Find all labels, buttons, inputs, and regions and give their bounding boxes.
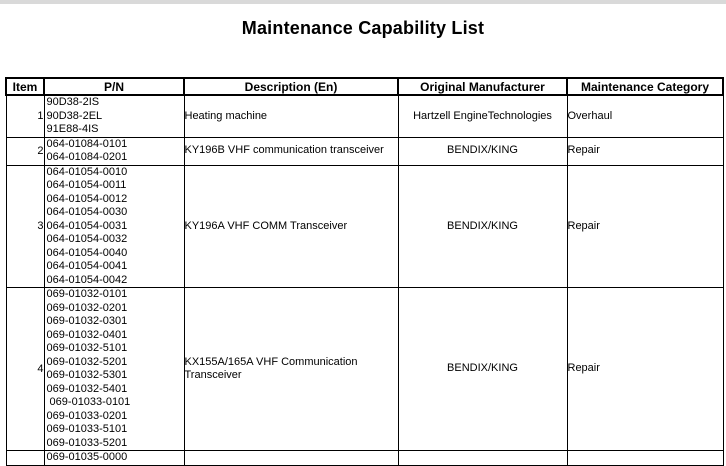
pn-line: 069-01035-0000: [46, 451, 128, 463]
category-cell: [567, 451, 723, 466]
page-title: Maintenance Capability List: [241, 18, 485, 38]
pn-line: 069-01032-5101: [46, 342, 128, 354]
pn-line: 069-01032-0101: [46, 288, 128, 300]
pn-line: 069-01033-5201: [46, 436, 128, 449]
pn-line: 064-01054-0032: [46, 233, 128, 245]
category-cell: Repair: [567, 288, 723, 451]
pn-line: 064-01054-0011: [46, 179, 127, 191]
description-cell: [184, 451, 398, 466]
column-header-manufacturer: Original Manufacturer: [398, 78, 567, 95]
category-cell: Repair: [567, 165, 723, 288]
pn-line: 064-01054-0012: [46, 192, 128, 205]
pn-cell: [44, 137, 184, 165]
pn-line: 90D38-2EL: [46, 109, 103, 122]
manufacturer-cell: BENDIX/KING: [398, 288, 567, 451]
pn-line: 064-01084-0201: [46, 151, 128, 163]
table-row: [6, 451, 723, 466]
column-header-item: Item: [6, 78, 44, 95]
pn-line: 91E88-4IS: [46, 123, 99, 135]
pn-line: 064-01054-0030: [46, 206, 128, 218]
pn-line: 069-01033-5101: [46, 423, 128, 435]
table-row: [6, 165, 723, 288]
column-header-pn: P/N: [44, 78, 184, 95]
pn-cell: [44, 451, 184, 466]
pn-line: 069-01032-5401: [46, 382, 128, 395]
category-cell: Overhaul: [567, 95, 723, 137]
manufacturer-cell: BENDIX/KING: [398, 137, 567, 165]
pn-line: 069-01032-0301: [46, 315, 128, 327]
pn-line: 064-01054-0031: [46, 219, 128, 232]
table-row: [6, 95, 723, 137]
pn-line: 069-01032-0401: [46, 328, 128, 341]
pn-line: 069-01033-0101: [46, 396, 131, 408]
column-header-description: Description (En): [184, 78, 398, 95]
pn-line: 069-01033-0201: [46, 409, 128, 422]
description-cell: KY196B VHF communication transceiver: [184, 137, 398, 165]
pn-line: 069-01032-5301: [46, 369, 128, 381]
table-header-row: [6, 78, 723, 95]
pn-cell: [44, 165, 184, 288]
pn-line: 90D38-2IS: [46, 96, 100, 108]
pn-line: 064-01054-0042: [46, 273, 128, 286]
pn-line: 069-01032-0201: [46, 301, 128, 314]
category-cell: Repair: [567, 137, 723, 165]
item-number-cell: 1: [6, 95, 44, 137]
item-number-cell: 4: [6, 288, 44, 451]
pn-cell: [44, 95, 184, 137]
window-top-strip: [0, 0, 726, 4]
pn-line: 064-01054-0010: [46, 165, 128, 178]
pn-line: 064-01054-0041: [46, 260, 128, 272]
column-header-category: Maintenance Category: [567, 78, 723, 95]
description-cell: KX155A/165A VHF Communication Transceiver: [184, 288, 398, 451]
manufacturer-cell: Hartzell EngineTechnologies: [398, 95, 567, 137]
table-row: [6, 288, 723, 451]
pn-cell: [44, 288, 184, 451]
maintenance-capability-table: [5, 77, 724, 466]
description-cell: Heating machine: [184, 95, 398, 137]
pn-line: 064-01054-0040: [46, 246, 128, 259]
description-cell: KY196A VHF COMM Transceiver: [184, 165, 398, 288]
item-number-cell: 3: [6, 165, 44, 288]
item-number-cell: [6, 451, 44, 466]
item-number-cell: 2: [6, 137, 44, 165]
table-body: [6, 95, 723, 465]
table-row: [6, 137, 723, 165]
manufacturer-cell: BENDIX/KING: [398, 165, 567, 288]
manufacturer-cell: [398, 451, 567, 466]
pn-line: 064-01084-0101: [46, 137, 128, 150]
pn-line: 069-01032-5201: [46, 355, 128, 368]
